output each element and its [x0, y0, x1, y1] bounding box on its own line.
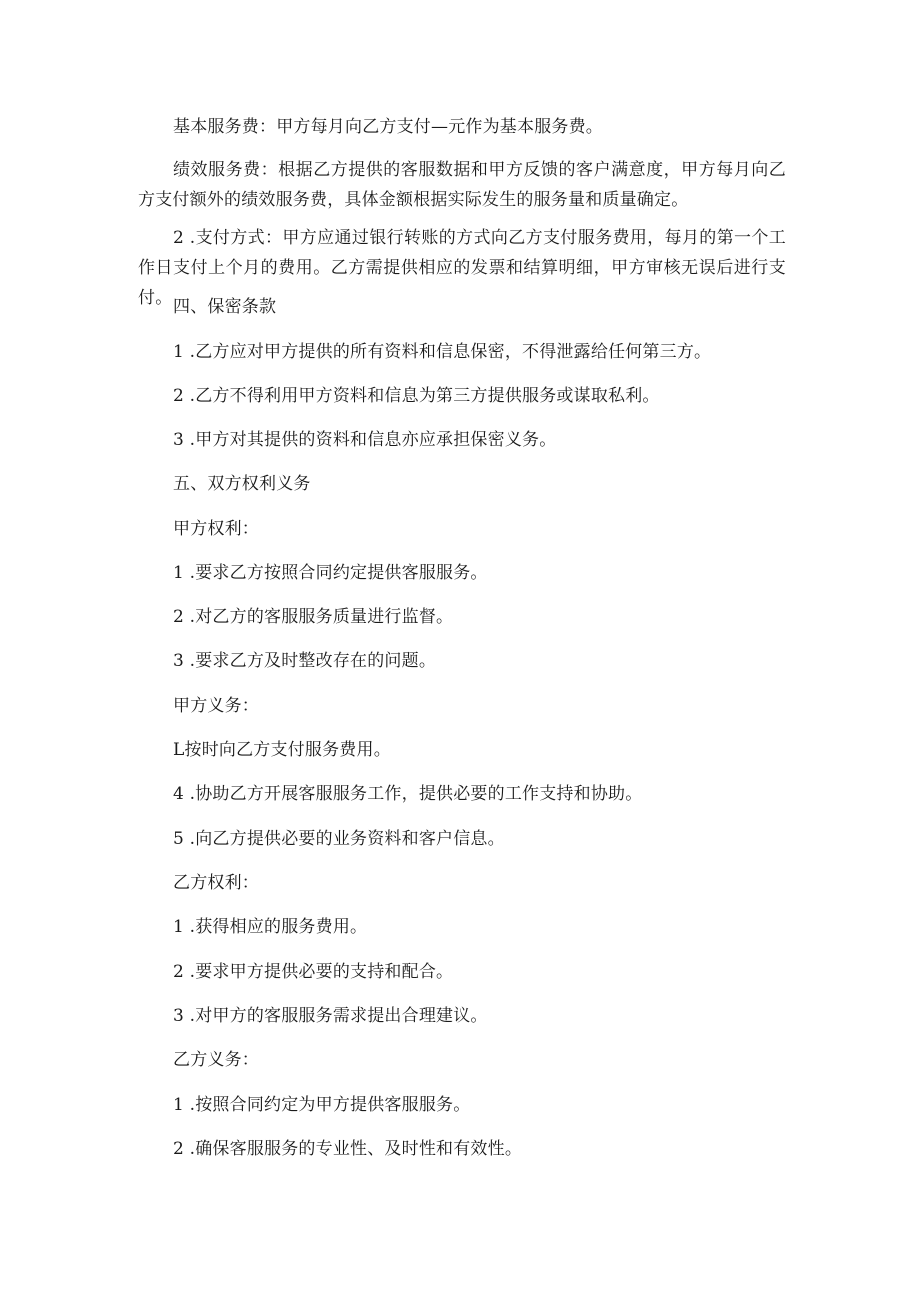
subheading-party-b-rights: 乙方权利： [173, 873, 259, 893]
subheading-party-a-obligations: 甲方义务： [173, 696, 259, 716]
list-item: 5 .向乙方提供必要的业务资料和客户信息。 [173, 829, 505, 849]
subheading-party-a-rights: 甲方权利： [173, 519, 259, 539]
list-item: 2 .确保客服服务的专业性、及时性和有效性。 [173, 1139, 523, 1159]
list-item: 3 .对甲方的客服服务需求提出合理建议。 [173, 1006, 488, 1026]
paragraph-payment-method: 2 .支付方式：甲方应通过银行转账的方式向乙方支付服务费用，每月的第一个工作日支付上个月的费用。乙方需提供相应的发票和结算明细，甲方审核无误后进行支付。 [138, 228, 786, 308]
paragraph-performance-fee: 绩效服务费：根据乙方提供的客服数据和甲方反馈的客户满意度，甲方每月向乙方支付额外的绩效服务费，具体金额根据实际发生的服务量和质量确定。 [138, 160, 786, 210]
list-item: 1 .乙方应对甲方提供的所有资料和信息保密，不得泄露给任何第三方。 [173, 342, 712, 362]
paragraph-basic-fee: 基本服务费：甲方每月向乙方支付—元作为基本服务费。 [173, 117, 603, 137]
list-item: 3 .甲方对其提供的资料和信息亦应承担保密义务。 [173, 430, 557, 450]
list-item: 1 .获得相应的服务费用。 [173, 917, 368, 937]
section-heading-confidentiality: 四、保密条款 [173, 297, 277, 317]
list-item: L按时向乙方支付服务费用。 [173, 740, 391, 760]
list-item: 3 .要求乙方及时整改存在的问题。 [173, 651, 437, 671]
list-item: 2 .乙方不得利用甲方资料和信息为第三方提供服务或谋取私利。 [173, 386, 660, 406]
list-item: 2 .对乙方的客服服务质量进行监督。 [173, 607, 454, 627]
subheading-party-b-obligations: 乙方义务： [173, 1050, 259, 1070]
section-heading-rights-obligations: 五、双方权利义务 [173, 474, 311, 494]
list-item: 1 .要求乙方按照合同约定提供客服服务。 [173, 563, 488, 583]
list-item: 2 .要求甲方提供必要的支持和配合。 [173, 962, 454, 982]
list-item: 1 .按照合同约定为甲方提供客服服务。 [173, 1095, 471, 1115]
list-item: 4 .协助乙方开展客服服务工作，提供必要的工作支持和协助。 [173, 784, 643, 804]
